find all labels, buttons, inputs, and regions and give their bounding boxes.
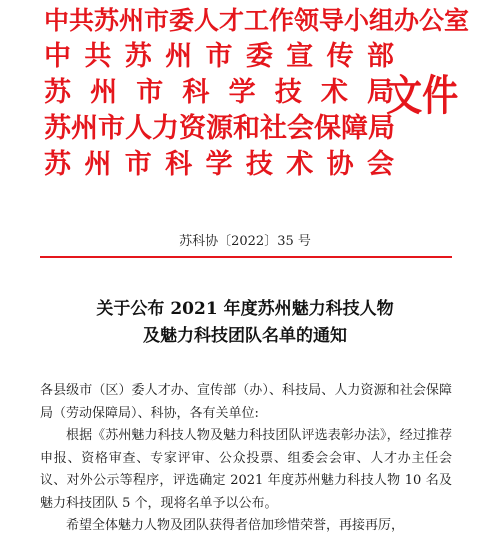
notice-body bbox=[40, 380, 452, 538]
red-divider bbox=[40, 256, 452, 258]
issuer-hr-bureau: 苏 州 市 人 力 资 源 和 社 会 保 障 局 bbox=[44, 113, 395, 144]
notice-title-line-2: 及魅力科技团队名单的通知 bbox=[143, 326, 347, 346]
body-paragraph: 根据《苏州魅力科技人物及魅力科技团队评选表彰办法》，经过推荐申报、资格审查、专家评审、公众投票、组委会会审、人才办主任会议、对外公示等程序，评选确定 2021 年度苏州魅力科技人物 10 名及魅力科技团队 5 个，现将名单予以公布。 bbox=[40, 428, 452, 511]
document-mark: 文件 bbox=[386, 71, 459, 120]
notice-title-line-1: 关于公布 2021 年度苏州魅力科技人物 bbox=[96, 299, 394, 319]
salutation: 各县级市（区）委人才办、宣传部（办）、科技局、人力资源和社会保障局（劳动保障局）、科协，各有关单位: bbox=[40, 383, 452, 421]
issuer-talent-office: 中共苏州市委人才工作领导小组办公室 bbox=[44, 6, 470, 35]
issuer-science-bureau: 苏 州 市 科 学 技 术 局 bbox=[44, 77, 394, 108]
document-number: 苏科协〔2022〕35 号 bbox=[179, 234, 311, 249]
body-paragraph: 希望全体魅力人物及团队获得者倍加珍惜荣誉，再接再厉， bbox=[66, 518, 405, 533]
issuer-science-association: 苏 州 市 科 学 技 术 协 会 bbox=[44, 149, 394, 180]
notice-title bbox=[0, 296, 490, 350]
issuer-propaganda-dept: 中 共 苏 州 市 委 宣 传 部 bbox=[44, 41, 394, 72]
